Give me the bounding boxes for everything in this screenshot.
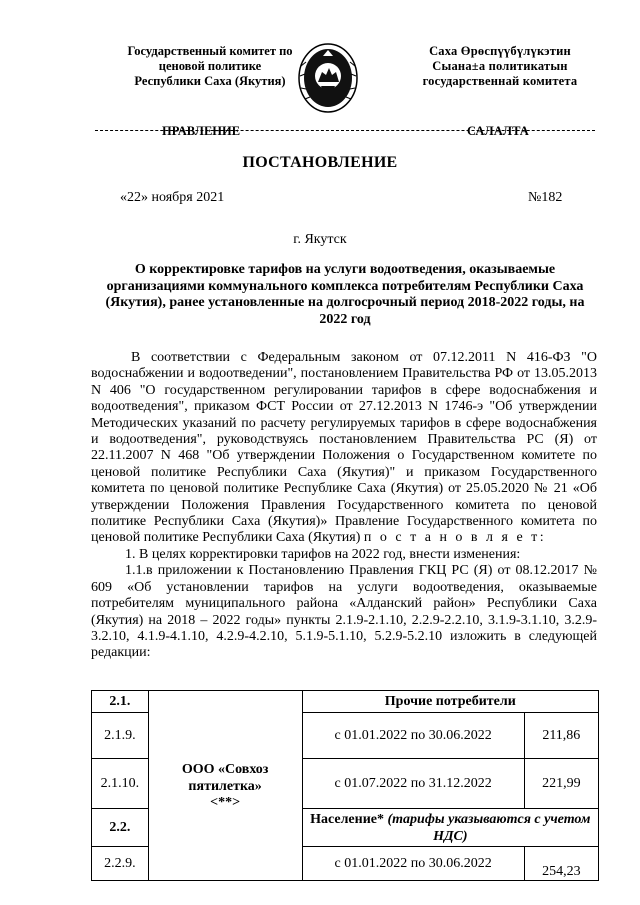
preamble-text: В соответствии с Федеральным законом от 07.12.2011 N 416-ФЗ "О водоснабжении и водоотведении", постановлением Правительства РФ от 13.05.2013 N 406 "О государственном регулировании тарифов в сфере водоснабжения и водоотведения", приказом ФСТ России от 27.12.2013 N 1746-э "Об утверждении Методических указаний по расчету регулируемых тарифов в сфере водоснабжения и водоотведения", руководствуясь постановлением Правительства РС (Я) от 22.11.2007 N 468 "Об утверждении Положения о Государственном комитете по ценовой политике Республики Саха (Якутия)" и приказом Государственного комитета по ценовой политике Республике Саха (Якутия) от 25.05.2020 № 21 «Об утверждении Положения Правления Государственного комитета по ценовой политике Республики Саха (Якутия)» Правление Государственного комитета по ценовой политике Республики Саха (Якутия) xyxy=(91,350,597,546)
header-right-line: Саха Өрөспүүбүлүкэтин xyxy=(429,44,571,58)
department-label-sakha: САЛАЛТА xyxy=(467,124,529,138)
committee-name-ru xyxy=(100,44,320,89)
category-label-note: (тарифы указываются с учетом НДС) xyxy=(387,811,591,844)
category-label xyxy=(302,809,598,847)
category-label-main: Население* xyxy=(310,811,384,827)
row-code: 2.2.9. xyxy=(92,847,149,881)
tariff-period: с 01.07.2022 по 31.12.2022 xyxy=(302,759,524,809)
document-subject: О корректировке тарифов на услуги водоотведения, оказываемые организациями коммунального комплекса потребителям Республики Саха (Якутия), ранее установленные на долгосрочный период 2018-2022 годы, на 2022 год xyxy=(105,262,585,327)
document-number: №182 xyxy=(528,190,563,205)
header-left-line: Государственный комитет по xyxy=(127,44,293,58)
tariff-value: 211,86 xyxy=(524,713,598,759)
organization-name: ООО «Совхоз пятилетка» xyxy=(181,761,269,794)
tariff-period: с 01.01.2022 по 30.06.2022 xyxy=(302,713,524,759)
header-left-line: Республики Саха (Якутия) xyxy=(134,74,286,88)
item-1-1: 1.1.в приложении к Постановлению Правления ГКЦ РС (Я) от 08.12.2017 № 609 «Об установлении тарифов на услуги водоотведения, оказываемые потребителям муниципального района «Алданский район» Республики Саха (Якутия) на 2018 – 2022 годы» пункты 2.1.9-2.1.10, 2.2.9-2.2.10, 3.1.9-3.1.10, 3.2.9-3.2.10, 4.1.9-4.1.10, 4.2.9-4.2.10, 5.1.9-5.1.10, 5.2.9-5.2.10 изложить в следующей редакции: xyxy=(91,563,597,661)
document-date: «22» ноября 2021 xyxy=(120,190,225,205)
coat-of-arms-emblem-icon xyxy=(296,42,360,114)
committee-name-sakha xyxy=(400,44,600,89)
resolves-text: п о с т а н о в л я е т: xyxy=(363,530,547,546)
header-right-line: государственнай комитета xyxy=(422,74,578,88)
header-left-line: ценовой политике xyxy=(158,59,262,73)
row-code: 2.1.9. xyxy=(92,713,149,759)
row-code: 2.1. xyxy=(92,691,149,713)
item-1: 1. В целях корректировки тарифов на 2022 год, внести изменения: xyxy=(125,546,521,562)
document-title: ПОСТАНОВЛЕНИЕ xyxy=(242,154,398,171)
row-code: 2.1.10. xyxy=(92,759,149,809)
organization-cell xyxy=(148,691,302,881)
organization-note: <**> xyxy=(210,794,241,810)
tariff-value: 221,99 xyxy=(524,759,598,809)
tariff-table xyxy=(91,690,599,881)
tariff-value: 254,23 xyxy=(524,847,598,881)
document-body xyxy=(91,350,597,662)
department-label-ru: ПРАВЛЕНИЕ xyxy=(162,124,241,138)
document-city: г. Якутск xyxy=(293,232,347,247)
header-right-line: Сыана±а политикатын xyxy=(432,59,568,73)
category-label: Прочие потребители xyxy=(302,691,598,713)
table-row xyxy=(92,691,599,713)
row-code: 2.2. xyxy=(92,809,149,847)
tariff-period: с 01.01.2022 по 30.06.2022 xyxy=(302,847,524,881)
preamble-paragraph xyxy=(91,350,597,547)
header-divider xyxy=(95,130,595,131)
